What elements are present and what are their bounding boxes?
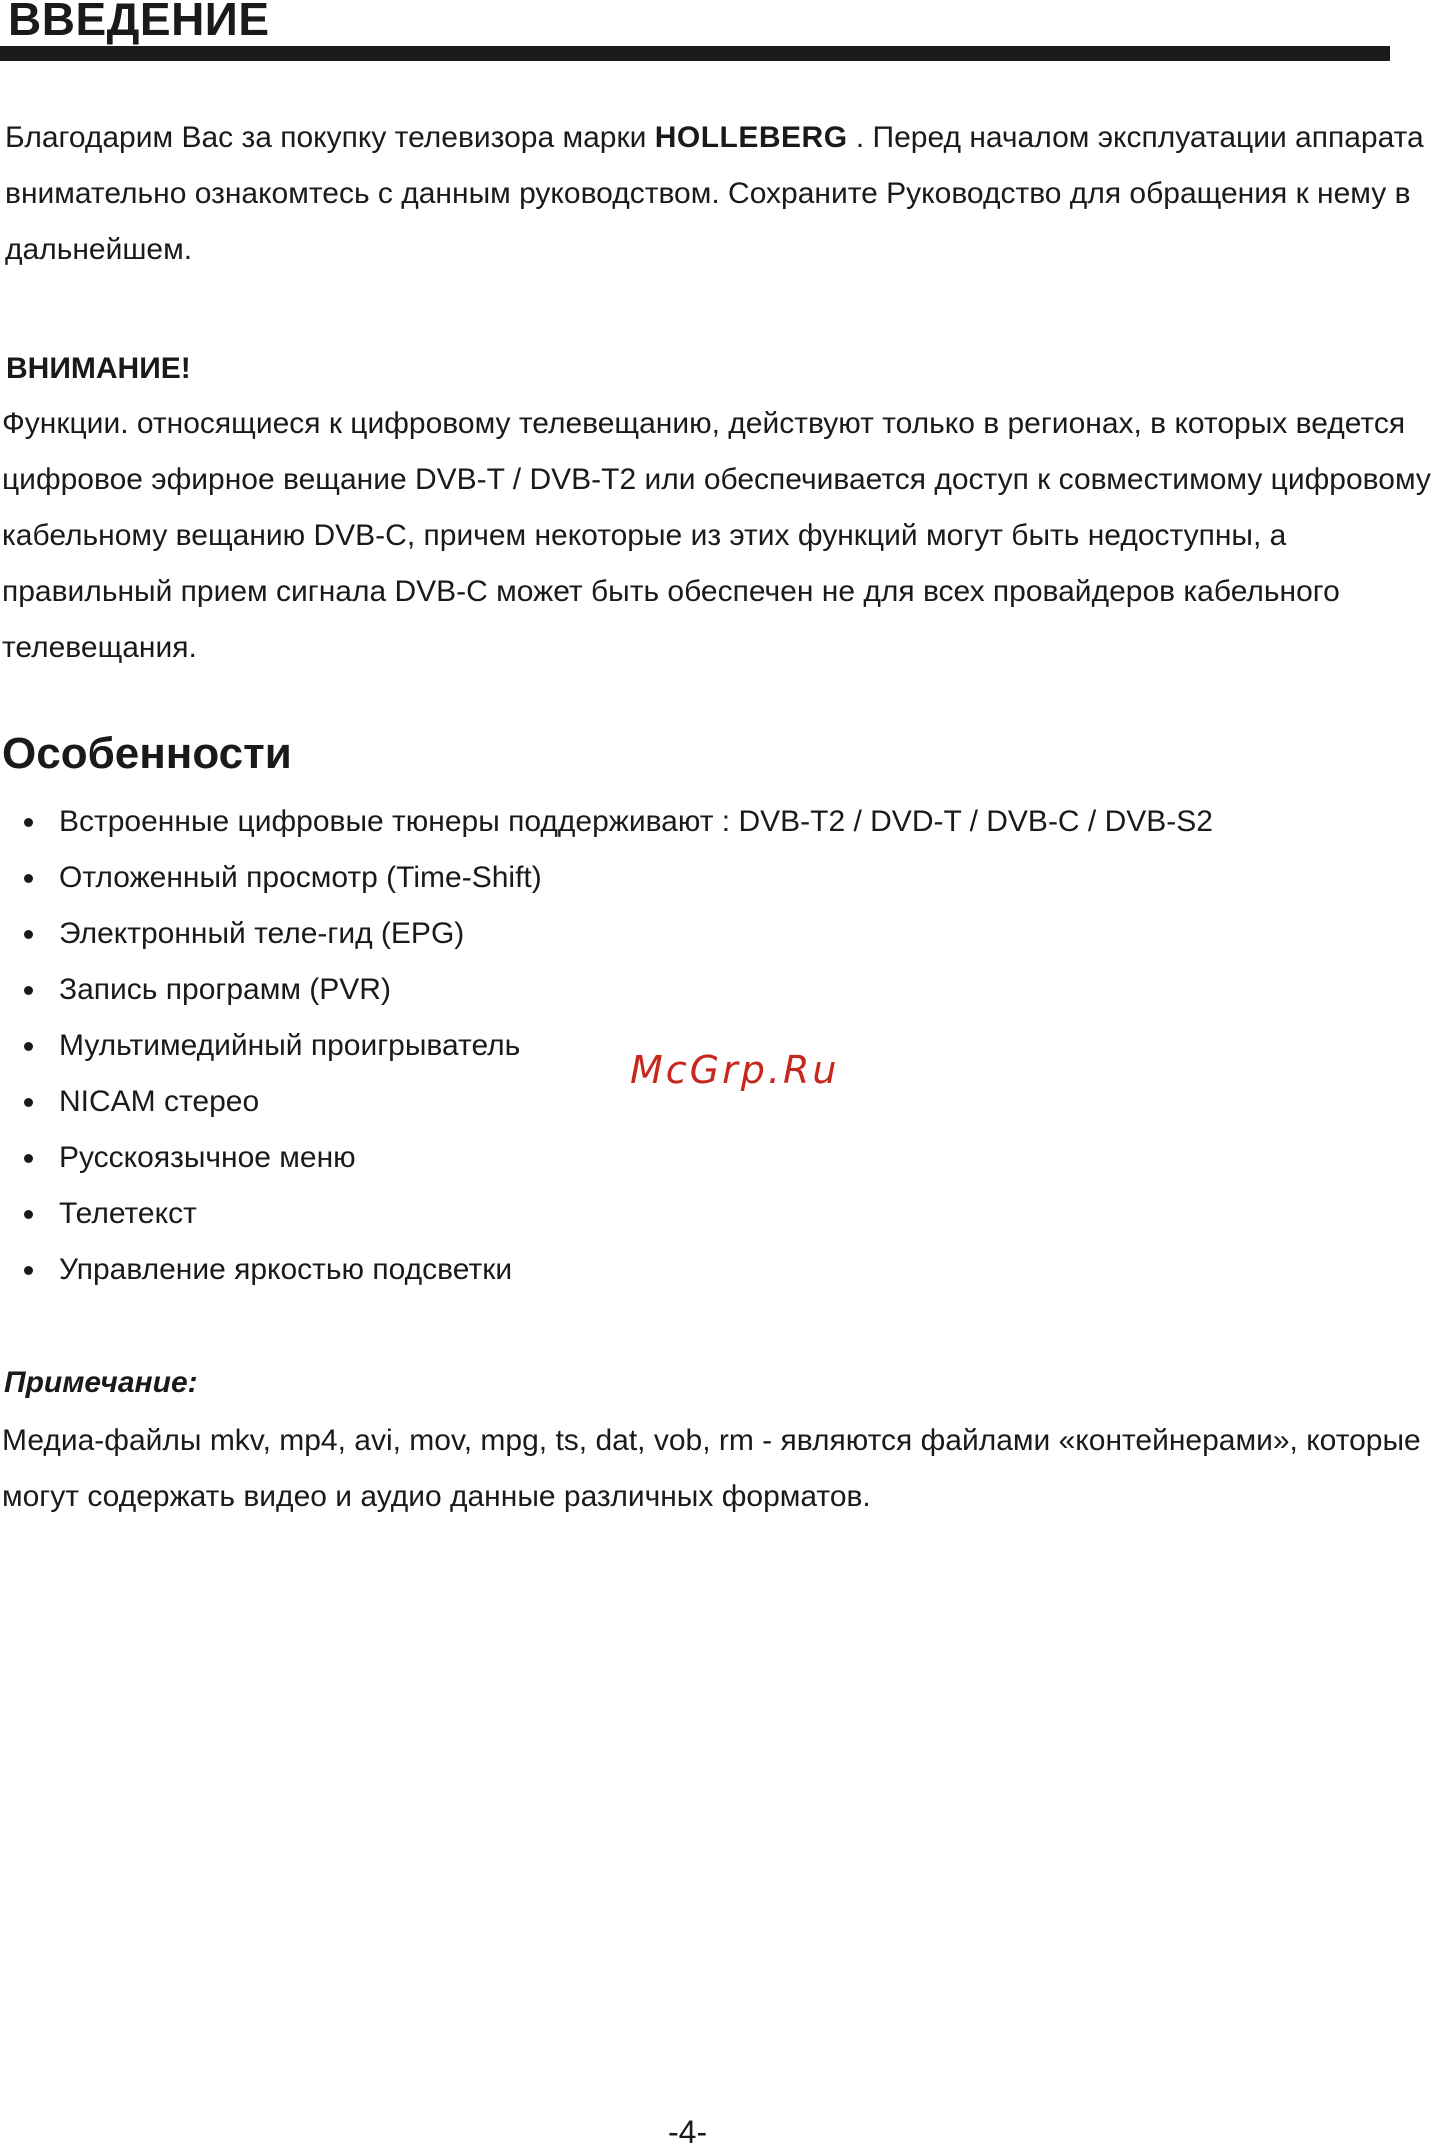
title-underline bbox=[0, 46, 1390, 61]
bullet-icon bbox=[24, 818, 33, 827]
bullet-icon bbox=[24, 986, 33, 995]
bullet-icon bbox=[24, 1042, 33, 1051]
bullet-icon bbox=[24, 1098, 33, 1107]
intro-text-start: Благодарим Вас за покупку телевизора марки bbox=[5, 121, 655, 154]
features-list bbox=[24, 794, 1213, 1298]
feature-item bbox=[24, 794, 1213, 850]
feature-label: Отложенный просмотр (Time-Shift) bbox=[59, 861, 542, 894]
feature-item bbox=[24, 1074, 1213, 1130]
feature-label: Электронный теле-гид (EPG) bbox=[59, 917, 465, 950]
feature-label: Запись программ (PVR) bbox=[59, 973, 391, 1006]
feature-label: Телетекст bbox=[59, 1197, 197, 1230]
bullet-icon bbox=[24, 874, 33, 883]
feature-label: Встроенные цифровые тюнеры поддерживают : DVB-T2 / DVD-T / DVB-C / DVB-S2 bbox=[59, 805, 1213, 838]
feature-label: NICAM стерео bbox=[59, 1085, 260, 1118]
intro-text-end: . Перед началом эксплуатации аппарата внимательно ознакомтесь с данным руководством. Сохраните Руководство для обращения к нему в дальнейшем. bbox=[5, 121, 1424, 266]
feature-item bbox=[24, 1018, 1213, 1074]
brand-name: HOLLEBERG bbox=[654, 121, 848, 154]
bullet-icon bbox=[24, 1266, 33, 1275]
page-number: -4- bbox=[668, 2114, 708, 2150]
feature-item bbox=[24, 906, 1213, 962]
note-paragraph: Медиа-файлы mkv, mp4, avi, mov, mpg, ts, dat, vob, rm - являются файлами «контейнерами», которые могут содержать видео и аудио данные различных форматов. bbox=[2, 1424, 1421, 1513]
feature-label: Русскоязычное меню bbox=[59, 1141, 356, 1174]
watermark-text: McGrp.Ru bbox=[630, 1048, 840, 1092]
bullet-icon bbox=[24, 930, 33, 939]
feature-item bbox=[24, 1242, 1213, 1298]
feature-label: Управление яркостью подсветки bbox=[59, 1253, 513, 1286]
feature-item bbox=[24, 1130, 1213, 1186]
warning-heading: ВНИМАНИЕ! bbox=[6, 352, 191, 385]
note-heading: Примечание: bbox=[4, 1366, 198, 1399]
intro-paragraph bbox=[5, 110, 1445, 278]
feature-item bbox=[24, 1186, 1213, 1242]
bullet-icon bbox=[24, 1154, 33, 1163]
bullet-icon bbox=[24, 1210, 33, 1219]
features-heading: Особенности bbox=[2, 729, 292, 778]
feature-label: Мультимедийный проигрыватель bbox=[59, 1029, 521, 1062]
warning-paragraph: Функции. относящиеся к цифровому телевещанию, действуют только в регионах, в которых ведется цифровое эфирное вещание DVB-T / DVB-T2 или обеспечивается доступ к совместимому цифровому кабельному вещанию DVB-C, причем некоторые из этих функций могут быть недоступны, а правильный прием сигнала DVB-C может быть обеспечен не для всех провайдеров кабельного телевещания. bbox=[2, 407, 1431, 664]
feature-item bbox=[24, 962, 1213, 1018]
page-title: ВВЕДЕНИЕ bbox=[8, 0, 270, 45]
feature-item bbox=[24, 850, 1213, 906]
